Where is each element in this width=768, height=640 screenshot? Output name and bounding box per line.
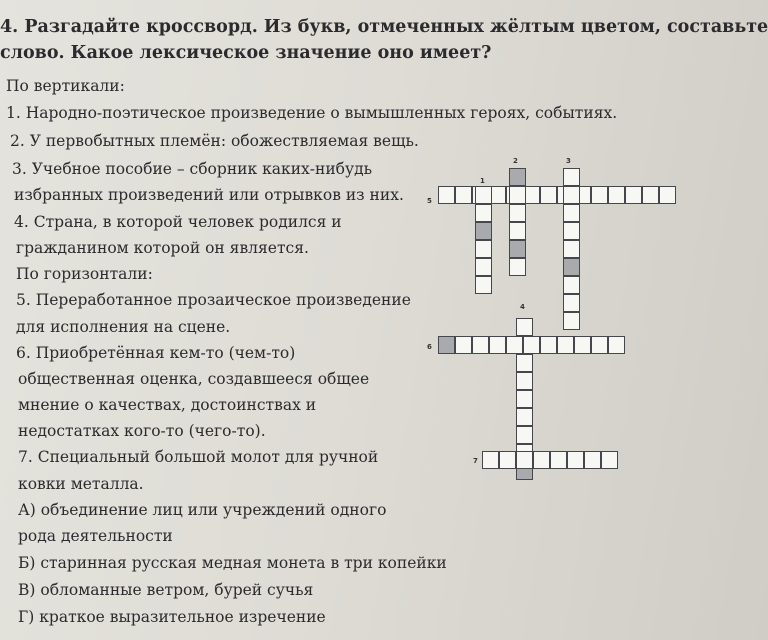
clue-number-3: 3 xyxy=(566,157,571,165)
crossword-cell[interactable] xyxy=(472,336,489,354)
crossword-cell[interactable] xyxy=(516,390,533,408)
clue-horizontal-6-cont-2: мнение о качествах, достоинствах и xyxy=(18,396,317,414)
crossword-cell[interactable] xyxy=(591,336,608,354)
crossword-cell[interactable] xyxy=(567,451,584,469)
crossword-cell[interactable] xyxy=(523,336,540,354)
clue-horizontal-6-cont-1: общественная оценка, создавшееся общее xyxy=(18,370,370,388)
crossword-cell[interactable] xyxy=(489,336,506,354)
clue-horizontal-6: 6. Приобретённая кем-то (чем-то) xyxy=(16,344,296,362)
option-b: Б) старинная русская медная монета в три копейки xyxy=(18,554,447,572)
crossword-cell[interactable] xyxy=(509,222,526,240)
option-d: Г) краткое выразительное изречение xyxy=(18,608,326,626)
option-c: В) обломанные ветром, бурей сучья xyxy=(18,581,314,599)
crossword-cell[interactable] xyxy=(563,258,580,276)
task-heading-line-2: слово. Какое лексическое значение оно имеет? xyxy=(0,43,492,63)
clue-horizontal-7: 7. Специальный большой молот для ручной xyxy=(18,448,379,466)
crossword-cell[interactable] xyxy=(557,336,574,354)
crossword-cell[interactable] xyxy=(563,276,580,294)
crossword-cell[interactable] xyxy=(563,168,580,186)
crossword-cell[interactable] xyxy=(584,451,601,469)
crossword-cell[interactable] xyxy=(509,186,526,204)
crossword-cell[interactable] xyxy=(509,204,526,222)
crossword-cell[interactable] xyxy=(563,240,580,258)
clue-horizontal-5: 5. Переработанное прозаическое произведение xyxy=(16,291,411,309)
crossword-cell[interactable] xyxy=(506,336,523,354)
crossword-cell[interactable] xyxy=(563,204,580,222)
clue-horizontal-7-cont: ковки металла. xyxy=(18,475,144,493)
clue-number-5: 5 xyxy=(427,197,432,205)
crossword-cell[interactable] xyxy=(475,222,492,240)
crossword-cell[interactable] xyxy=(540,186,557,204)
crossword-cell[interactable] xyxy=(563,312,580,330)
crossword-cell[interactable] xyxy=(516,451,533,469)
crossword-cell[interactable] xyxy=(482,451,499,469)
clue-vertical-4-cont: гражданином которой он является. xyxy=(16,239,309,257)
crossword-cell[interactable] xyxy=(509,168,526,186)
crossword-cell[interactable] xyxy=(601,451,618,469)
crossword-cell[interactable] xyxy=(516,426,533,444)
clue-number-2: 2 xyxy=(513,157,518,165)
crossword-cell[interactable] xyxy=(516,408,533,426)
crossword-cell[interactable] xyxy=(550,451,567,469)
crossword-cell[interactable] xyxy=(574,336,591,354)
clue-vertical-4: 4. Страна, в которой человек родился и xyxy=(14,213,342,231)
crossword-cell[interactable] xyxy=(540,336,557,354)
clue-vertical-2: 2. У первобытных племён: обожествляемая вещь. xyxy=(10,132,419,150)
clue-vertical-3-cont: избранных произведений или отрывков из них. xyxy=(14,186,404,204)
crossword-cell[interactable] xyxy=(438,186,455,204)
crossword-cell[interactable] xyxy=(516,372,533,390)
crossword-cell[interactable] xyxy=(475,204,492,222)
clue-number-4: 4 xyxy=(520,303,525,311)
crossword-cell[interactable] xyxy=(625,186,642,204)
clue-vertical-1: 1. Народно-поэтическое произведение о вымышленных героях, событиях. xyxy=(6,104,618,122)
clue-horizontal-5-cont: для исполнения на сцене. xyxy=(16,318,231,336)
crossword-cell[interactable] xyxy=(608,336,625,354)
crossword-cell[interactable] xyxy=(509,258,526,276)
task-heading xyxy=(0,14,768,66)
crossword-cell[interactable] xyxy=(475,186,492,204)
crossword-cell[interactable] xyxy=(591,186,608,204)
crossword-cell[interactable] xyxy=(455,186,472,204)
crossword-cell[interactable] xyxy=(563,222,580,240)
crossword-cell[interactable] xyxy=(516,318,533,336)
crossword-cell[interactable] xyxy=(533,451,550,469)
crossword-cell[interactable] xyxy=(475,276,492,294)
crossword-cell[interactable] xyxy=(475,240,492,258)
crossword-cell[interactable] xyxy=(499,451,516,469)
clue-number-6: 6 xyxy=(427,343,432,351)
vertical-header: По вертикали: xyxy=(6,77,125,95)
clue-horizontal-6-cont-3: недостатках кого-то (чего-то). xyxy=(18,422,266,440)
option-a: А) объединение лиц или учреждений одного xyxy=(18,501,387,519)
crossword-cell[interactable] xyxy=(516,354,533,372)
option-a-cont: рода деятельности xyxy=(18,527,173,545)
crossword-cell[interactable] xyxy=(563,294,580,312)
crossword-cell[interactable] xyxy=(475,258,492,276)
task-heading-line-1: 4. Разгадайте кроссворд. Из букв, отмеченных жёлтым цветом, составьте xyxy=(0,17,768,37)
crossword-cell[interactable] xyxy=(563,186,580,204)
crossword-cell[interactable] xyxy=(608,186,625,204)
clue-number-7: 7 xyxy=(473,457,478,465)
crossword-cell[interactable] xyxy=(455,336,472,354)
horizontal-header: По горизонтали: xyxy=(16,265,153,283)
crossword-cell[interactable] xyxy=(659,186,676,204)
crossword-cell[interactable] xyxy=(438,336,455,354)
clue-number-1: 1 xyxy=(480,177,485,185)
clue-vertical-3: 3. Учебное пособие – сборник каких-нибудь xyxy=(12,160,373,178)
crossword-cell[interactable] xyxy=(509,240,526,258)
crossword-cell[interactable] xyxy=(642,186,659,204)
